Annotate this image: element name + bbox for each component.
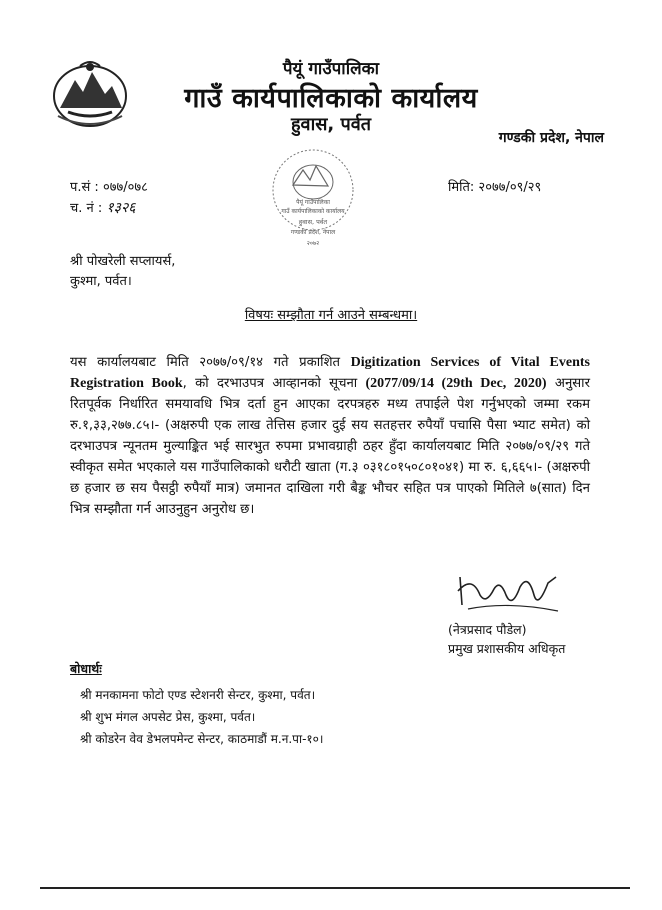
cc-heading: बोधार्थः [70,661,102,676]
recipient-address: कुश्मा, पर्वत। [70,274,132,289]
cc-item: श्री मनकामना फोटो एण्ड स्टेशनरी सेन्टर, कुश्मा, पर्वत। [80,688,316,702]
body-bold-date: (2077/09/14 (29th Dec, 2020) [365,376,547,391]
body-text-2: , को दरभाउपत्र आव्हानको सूचना [182,376,366,391]
subject-text: विषयः सम्झौता गर्न आउने सम्बन्धमा। [244,308,418,323]
seal-text-line: २०७२ [306,240,320,247]
footer-rule [40,887,630,889]
province-name: गण्डकी प्रदेश, नेपाल [498,130,604,146]
signer-title: प्रमुख प्रशासकीय अधिकृत [448,641,566,656]
seal-text-line: पैयूं गाउँपालिका [296,199,330,206]
signer-name: (नेत्रप्रसाद पौडेल) [448,622,527,637]
reference-number: प.सं : ०७७/०७८ [70,180,148,195]
body-text-1: यस कार्यालयबाट मिति २०७७/०९/१४ गते प्रकाशित [70,355,351,370]
chalan-value: १३२६ [106,200,136,216]
office-place: हुवास, पर्वत [291,114,371,135]
cc-list [80,684,323,750]
official-seal-icon [258,140,368,255]
recipient-block [70,252,175,292]
municipality-name: पैयूं गाउँपालिका [282,59,380,79]
letter-date: मिति: २०७७/०९/२९ [448,180,542,195]
recipient-name: श्री पोखरेली सप्लायर्स, [70,254,176,269]
handwritten-signature-icon [448,565,568,615]
chalan-number [70,198,136,217]
body-bold-service: Digitization Services of Vital Events Registration Book [70,355,590,391]
seal-text-line: गाउँ कार्यपालिकाको कार्यालय [281,208,345,215]
seal-text-line: गण्डकी प्रदेश, नेपाल [290,229,336,236]
letter-body [70,352,590,520]
cc-item: श्री कोडरेन वेव डेभलपमेन्ट सेन्टर, काठमाडौं म.न.पा-१०। [80,732,324,746]
office-name: गाउँ कार्यपालिकाको कार्यालय [184,83,478,114]
body-text-3: अनुसार रितपूर्वक निर्धारित समयावधि भित्र दर्ता हुन आएका दरपत्रहरु मध्य तपाईले पेश गर्नुभएको जम्मा रकम रु.१,३३,२७७.८५।- (अक्षरुपी एक लाख तेत्तिस हजार दुई सय सतहत्तर रुपैयाँ पचासि पैसा भ्याट समेत) को दरभाउपत्र न्यूनतम मुल्याङ्कित भई सारभुत रुपमा प्रभावग्राही ठहर हुँदा कार्यालयबाट मिति २०७७/०९/२९ गते स्वीकृत समेत भएकाले यस गाउँपालिकाको धरौटी खाता (ग.३ ०३१८०१५०८०१०४१) मा रु. ६,६६५।- (अक्षरुपी छ हजार छ सय पैसट्ठी रुपैयाँ मात्र) जमानत दाखिला गरी बैङ्क भौचर सहित पत्र पाएको मितिले ७(सात) दिन भित्र सम्झौता गर्न आउनुहुन अनुरोध छ। [70,376,590,517]
chalan-label: च. नं : [70,201,103,216]
seal-text-line: हुवास, पर्वत [298,218,328,226]
cc-item: श्री शुभ मंगल अपसेट प्रेस, कुश्मा, पर्वत। [80,710,256,724]
signer-block [448,620,565,658]
subject-line [0,305,662,323]
